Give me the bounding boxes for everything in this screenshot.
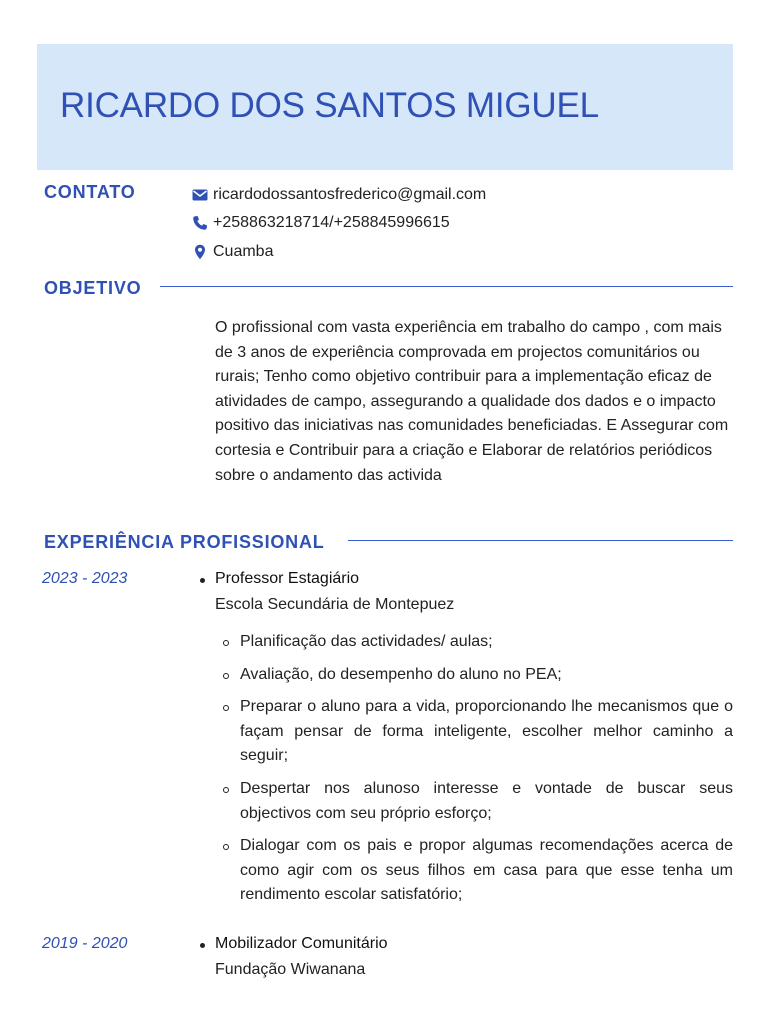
duty-text: Despertar nos alunoso interesse e vontade de buscar seus objectivos com seu próprio esforço; — [240, 779, 733, 822]
job-period: 2023 - 2023 — [42, 570, 128, 587]
job-duties-list — [222, 630, 733, 908]
contact-location-text: Cuamba — [213, 243, 274, 260]
candidate-name: RICARDO DOS SANTOS MIGUEL — [60, 86, 599, 125]
job-role: Professor Estagiário — [215, 570, 360, 587]
contact-phone-text: +258863218714/+258845996615 — [213, 214, 450, 231]
duty-item — [222, 777, 733, 826]
phone-icon — [192, 215, 208, 231]
duty-item — [222, 663, 733, 688]
duty-item — [222, 630, 733, 655]
circle-bullet-icon — [223, 640, 229, 646]
duty-text: Avaliação, do desempenho do aluno no PEA; — [240, 665, 562, 683]
map-pin-icon — [192, 244, 208, 260]
circle-bullet-icon — [223, 787, 229, 793]
job-bullet — [200, 943, 205, 948]
contact-email[interactable] — [192, 186, 486, 204]
contact-location — [192, 243, 273, 261]
duty-text: Dialogar com os pais e propor algumas recomendações acerca de como agir com os seus filhos em casa para que esse tenha um rendimento escolar satisfatório; — [240, 837, 733, 904]
job-role: Mobilizador Comunitário — [215, 935, 388, 952]
experience-section-title: EXPERIÊNCIA PROFISSIONAL — [44, 532, 325, 552]
job-organization: Escola Secundária de Montepuez — [215, 596, 455, 613]
duty-item — [222, 695, 733, 769]
circle-bullet-icon — [223, 844, 229, 850]
contact-section-title: CONTATO — [44, 182, 136, 202]
duty-text: Planificação das actividades/ aulas; — [240, 633, 493, 650]
experience-divider — [348, 540, 733, 541]
job-period: 2019 - 2020 — [42, 935, 128, 952]
circle-bullet-icon — [223, 673, 229, 679]
duty-text: Preparar o aluno para a vida, proporcionando lhe mecanismos que o façam pensar de forma inteligente, escolher melhor caminho a seguir; — [240, 698, 733, 765]
envelope-icon — [192, 187, 208, 203]
objective-text: O profissional com vasta experiência em trabalho do campo , com mais de 3 anos de experiência comprovada em projectos comunitários ou rurais; Tenho como objetivo contribuir para a implementação eficaz de atividades de campo, assegurando a qualidade dos dados e o impacto positivo das iniciativas nas comunidades beneficiadas. E Assegurar com cortesia e Contribuir para a criação e Elaborar de relatórios periódicos sobre o andamento das activida — [215, 319, 729, 484]
job-bullet — [200, 578, 205, 583]
objective-section-title: OBJETIVO — [44, 278, 142, 298]
duty-item — [222, 834, 733, 908]
job-organization: Fundação Wiwanana — [215, 961, 366, 978]
objective-divider — [160, 286, 733, 287]
contact-email-text: ricardodossantosfrederico@gmail.com — [213, 186, 487, 203]
circle-bullet-icon — [223, 705, 229, 711]
contact-phone[interactable] — [192, 214, 450, 232]
